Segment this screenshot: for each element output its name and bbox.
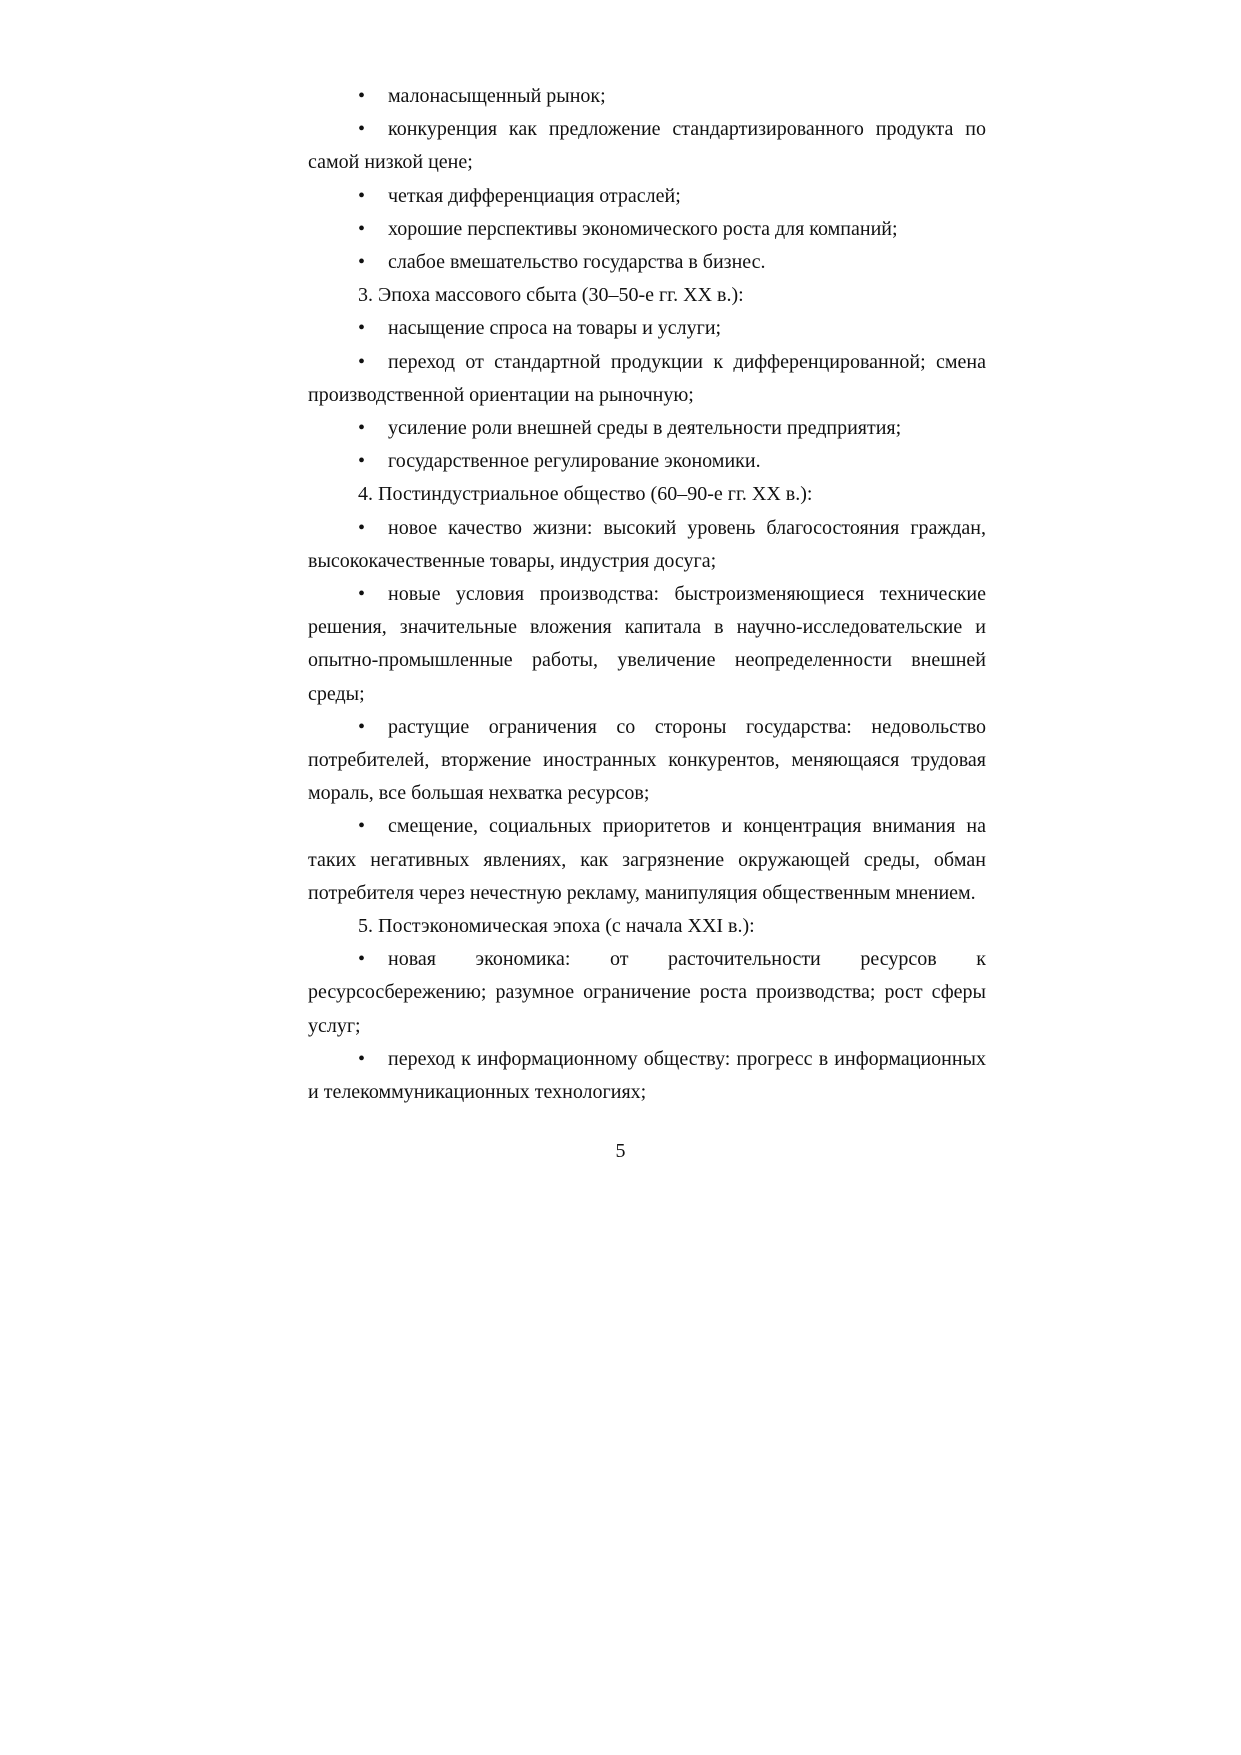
bullet-text: смещение, социальных приоритетов и концентрация внимания на таких негативных явлениях, как загрязнение окружающей среды, обман потребителя через нечестную рекламу, манипуляция общественным мнением. — [308, 815, 986, 904]
bullet-text: переход к информационному обществу: прогресс в информационных и телекоммуникационных технологиях; — [308, 1047, 986, 1104]
bullet-item — [308, 213, 986, 246]
bullet-text: хорошие перспективы экономического роста для компаний; — [388, 217, 898, 240]
bullet-icon: • — [358, 417, 366, 440]
section-heading: 4. Постиндустриальное общество (60–90-е гг. XX в.): — [358, 483, 813, 506]
bullet-icon: • — [358, 317, 366, 340]
bullet-text: новые условия производства: быстроизменяющиеся технические решения, значительные вложения капитала в научно-исследовательские и опытно-промышленные работы, увеличение неопределенности внешней среды; — [308, 583, 986, 705]
bullet-icon: • — [358, 815, 366, 838]
bullet-text: новая экономика: от расточительности ресурсов к ресурсосбережению; разумное ограничение роста производства; рост сферы услуг; — [308, 948, 986, 1037]
bullet-icon: • — [358, 85, 366, 107]
bullet-item — [308, 711, 986, 811]
bullet-item — [308, 445, 986, 478]
bullet-icon: • — [358, 516, 366, 539]
document-page — [308, 80, 986, 1109]
bullet-text: малонасыщенный рынок; — [388, 85, 606, 107]
bullet-item — [308, 810, 986, 910]
page-number: 5 — [615, 1140, 626, 1162]
bullet-text: растущие ограничения со стороны государства: недовольство потребителей, вторжение иностранных конкурентов, меняющаяся трудовая мораль, все большая нехватка ресурсов; — [308, 715, 986, 805]
bullet-icon: • — [358, 118, 366, 141]
bullet-item — [308, 180, 986, 213]
bullet-icon: • — [358, 583, 366, 606]
bullet-item — [308, 512, 986, 578]
bullet-icon: • — [358, 1047, 366, 1070]
section-heading: 5. Постэкономическая эпоха (с начала XXI в.): — [358, 915, 755, 938]
bullet-text: переход от стандартной продукции к дифференцированной; смена производственной ориентации на рыночную; — [308, 350, 986, 406]
bullet-item — [308, 943, 986, 1043]
bullet-text: четкая дифференциация отраслей; — [388, 184, 681, 207]
bullet-icon: • — [358, 948, 366, 971]
bullet-item — [308, 346, 986, 412]
bullet-text: новое качество жизни: высокий уровень благосостояния граждан, высококачественные товары, индустрия досуга; — [308, 516, 986, 572]
bullet-text: усиление роли внешней среды в деятельности предприятия; — [388, 417, 902, 440]
bullet-icon: • — [358, 715, 366, 738]
bullet-item — [308, 578, 986, 711]
bullet-item — [308, 113, 986, 179]
bullet-icon: • — [358, 450, 366, 473]
bullet-text: слабое вмешательство государства в бизнес. — [388, 251, 766, 274]
bullet-item — [308, 1043, 986, 1109]
bullet-icon: • — [358, 350, 366, 373]
bullet-text: насыщение спроса на товары и услуги; — [388, 317, 722, 340]
bullet-item — [308, 80, 986, 113]
bullet-icon: • — [358, 184, 366, 207]
bullet-item — [308, 412, 986, 445]
bullet-text: государственное регулирование экономики. — [388, 450, 761, 473]
bullet-icon: • — [358, 251, 366, 274]
bullet-icon: • — [358, 217, 366, 240]
bullet-text: конкуренция как предложение стандартизированного продукта по самой низкой цене; — [308, 118, 986, 174]
section-heading: 3. Эпоха массового сбыта (30–50-е гг. XX в.): — [358, 284, 744, 307]
bullet-item — [308, 246, 986, 279]
bullet-item — [308, 312, 986, 345]
